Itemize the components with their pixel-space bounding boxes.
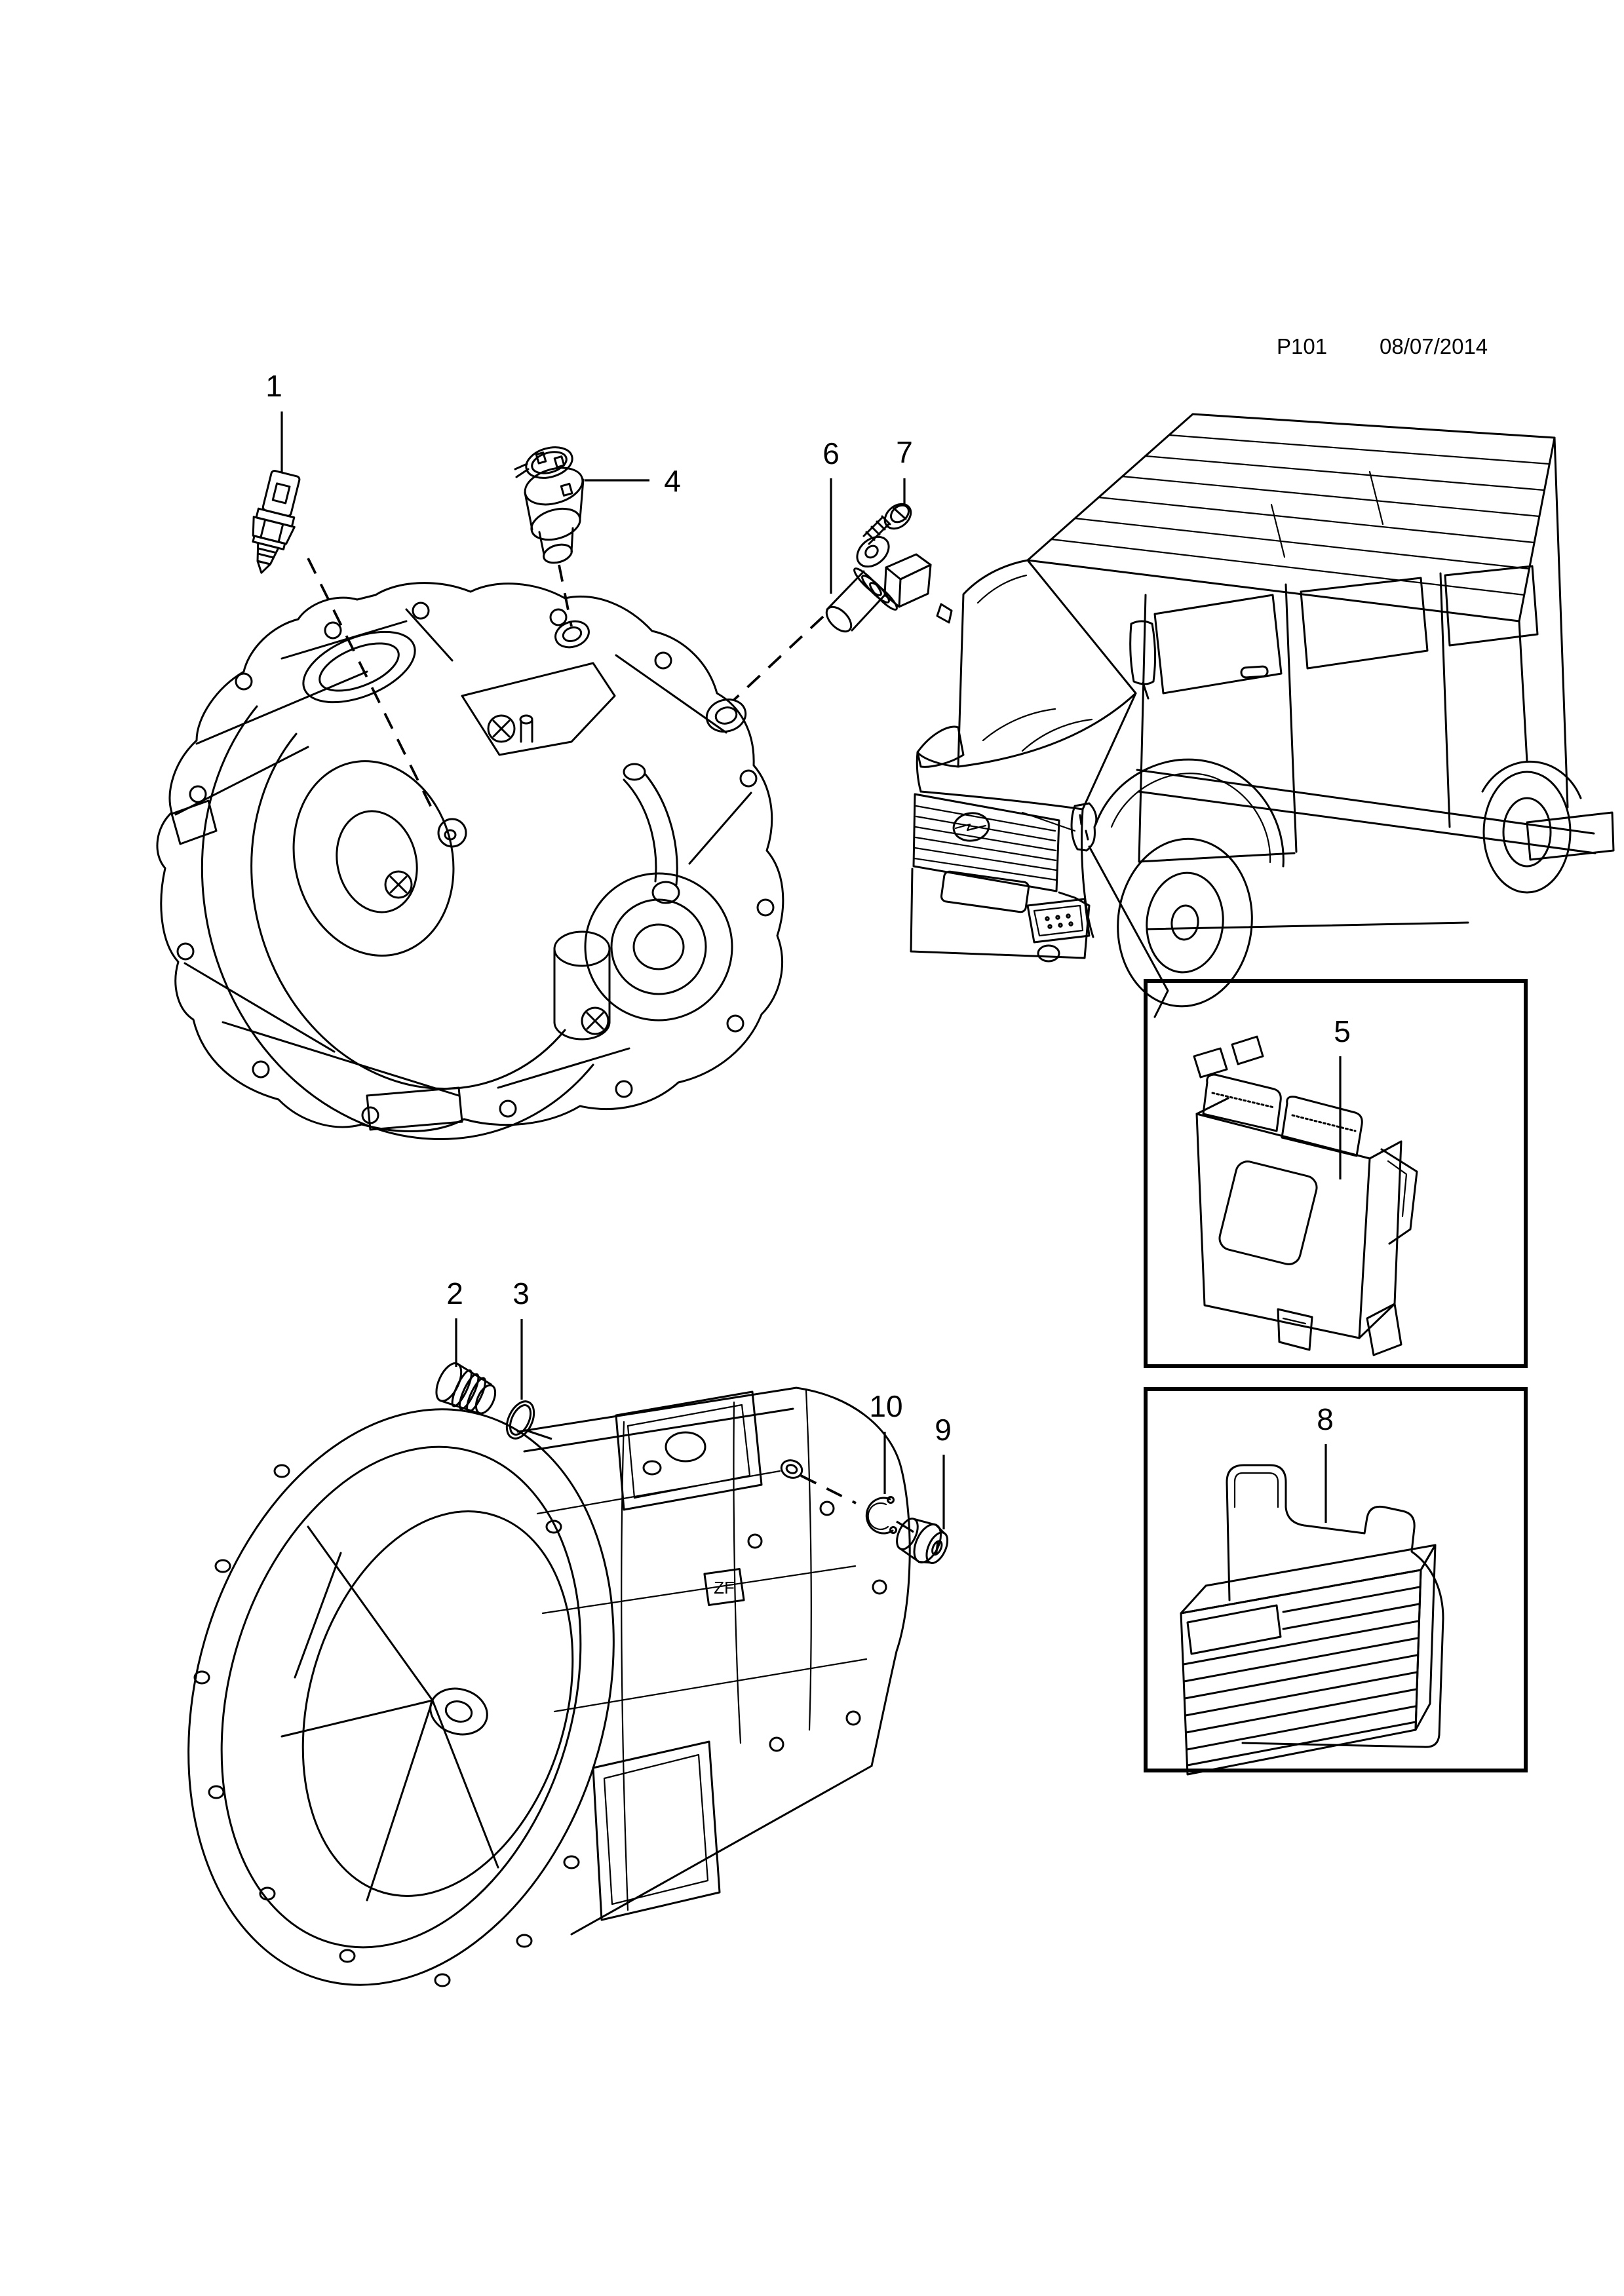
detail-box-8-frame [1146,1389,1526,1770]
pressure-switch-drawing [515,442,587,566]
callout-1: 1 [265,369,282,403]
callout-9: 9 [935,1413,952,1447]
part-7-bolt [864,435,916,544]
header [1277,334,1488,358]
zf-badge-label: ZF [714,1578,735,1598]
leader-3 [528,1431,552,1439]
heatsink-fins [1184,1587,1420,1765]
van-drawing [911,414,1614,1017]
ecu-drawing [1194,1037,1417,1355]
part-3-seal-ring [501,1276,552,1443]
callout-3: 3 [512,1276,530,1311]
detail-box-ecu [1146,981,1526,1366]
ecu-location-marker [1072,803,1096,851]
callout-7: 7 [896,435,913,469]
seal-ring-drawing [501,1397,539,1443]
callout-2: 2 [446,1276,463,1311]
screw-heads [385,716,608,1034]
part-9-sealing-plug [891,1413,954,1570]
door-handle [1241,666,1268,678]
module-drawing [1181,1465,1443,1774]
zf-badge [705,1569,744,1605]
page-date: 08/07/2014 [1380,334,1488,358]
callout-6: 6 [822,436,840,470]
detail-box-module [1146,1389,1526,1774]
part-6-speed-sensor [734,436,931,700]
gearbox-front-drawing [157,583,783,1139]
switch-drawing [241,469,307,578]
callout-8: 8 [1317,1402,1334,1436]
callout-10: 10 [869,1389,903,1423]
gearbox-zf-drawing [124,1358,910,2035]
part-1-reverse-light-switch [241,369,435,814]
callout-5: 5 [1334,1014,1351,1048]
page-code: P101 [1277,334,1328,358]
foglamp-hatch [1046,915,1072,928]
bolt-drawing [864,499,916,544]
part-2-plug [431,1276,501,1421]
switch-mount-boss [438,819,466,847]
callout-4: 4 [664,464,681,498]
leader-6 [734,617,823,700]
snap-ring-drawing [866,1497,896,1534]
speed-sensor-drawing [822,531,931,636]
marker-leader [1089,847,1168,1017]
